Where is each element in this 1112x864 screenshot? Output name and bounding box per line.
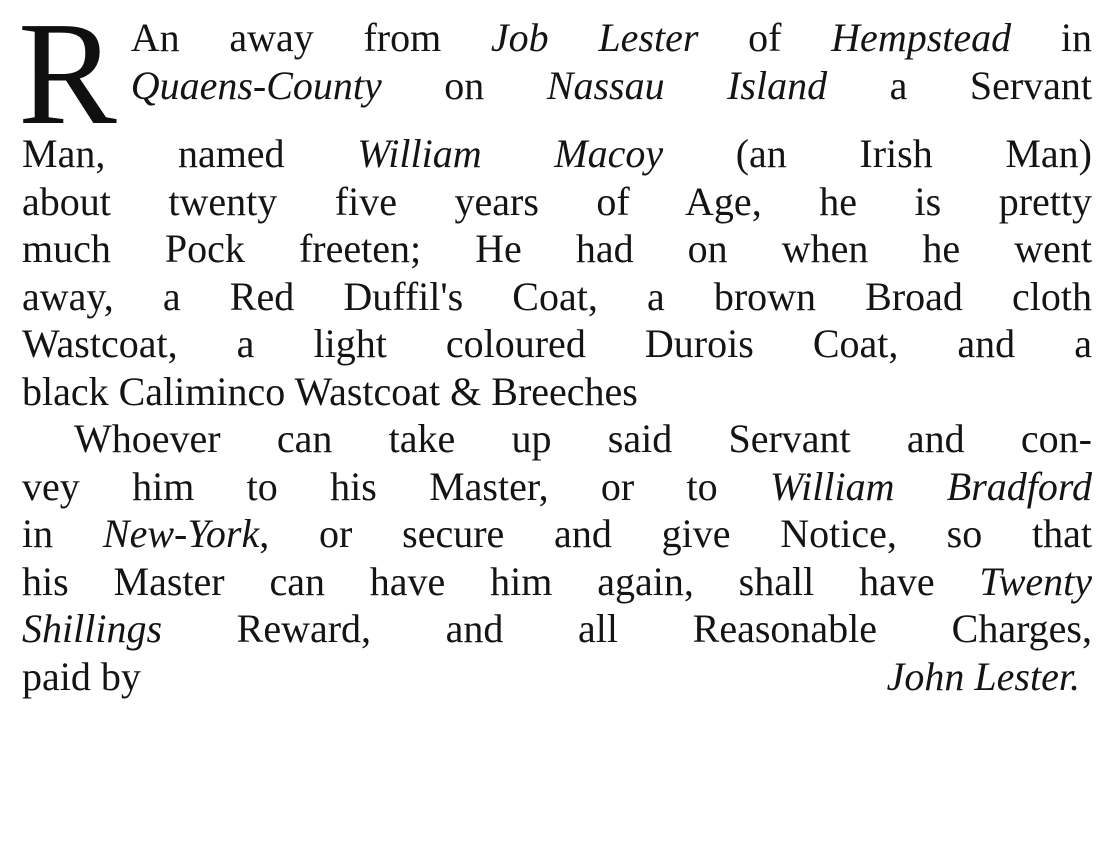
text-segment: An away from xyxy=(130,15,491,60)
text-line: much Pock freeten; He had on when he went xyxy=(22,226,1092,271)
text-segment: Man, named xyxy=(22,131,358,176)
text-segment: in xyxy=(22,511,103,556)
text-line xyxy=(22,130,1092,178)
place-name-nassau-island: Nassau Island xyxy=(546,62,828,108)
signature: John Lester. xyxy=(886,653,1080,699)
place-name-new-york: New-York xyxy=(102,511,260,556)
closing-text: paid by xyxy=(22,653,141,699)
text-segment: of xyxy=(698,15,832,60)
text-line xyxy=(22,605,1092,653)
advertisement-paragraph-2 xyxy=(22,415,1092,700)
text-segment: his Master can have him again, shall have xyxy=(22,558,980,604)
reward-amount-twenty: Twenty xyxy=(979,558,1092,604)
advertisement-paragraph-1 xyxy=(18,0,1093,415)
text-line xyxy=(22,62,1092,110)
person-name-william-macoy: William Macoy xyxy=(357,131,664,176)
text-segment: Reward, and all Reasonable Charges, xyxy=(162,606,1092,651)
text-segment: on xyxy=(381,62,547,108)
text-segment: (an Irish Man) xyxy=(663,131,1092,176)
place-name-queens-county: Quaens-County xyxy=(130,62,382,108)
text-line xyxy=(22,14,1092,62)
text-line: Whoever can take up said Servant and con- xyxy=(74,416,1092,461)
text-line xyxy=(22,463,1092,511)
place-name-hempstead: Hempstead xyxy=(831,15,1012,60)
text-segment: , or secure and give Notice, so that xyxy=(259,511,1092,556)
closing-line xyxy=(22,653,1092,701)
reward-currency-shillings: Shillings xyxy=(22,606,163,651)
text-line xyxy=(22,510,1092,558)
text-segment: in xyxy=(1011,15,1092,60)
runaway-advertisement xyxy=(18,0,1093,854)
person-name-william-bradford: William Bradford xyxy=(770,463,1092,509)
drop-cap-letter: R xyxy=(18,0,117,156)
text-line: black Caliminco Wastcoat & Breeches xyxy=(22,368,638,414)
text-line: away, a Red Duffil's Coat, a brown Broad cloth xyxy=(22,273,1092,319)
text-segment: vey him to his Master, or to xyxy=(22,463,771,509)
text-line xyxy=(22,558,1092,606)
person-name-job-lester: Job Lester xyxy=(490,15,699,60)
text-line: about twenty five years of Age, he is pretty xyxy=(22,178,1092,224)
text-segment: a Servant xyxy=(827,62,1093,108)
text-line: Wastcoat, a light coloured Durois Coat, and a xyxy=(22,321,1092,366)
